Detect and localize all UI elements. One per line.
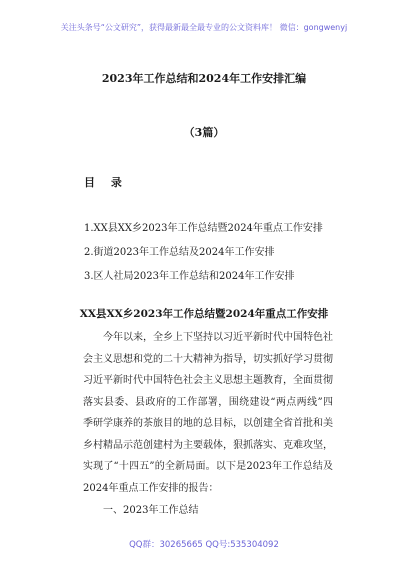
document-count: （3篇）: [183, 126, 225, 139]
toc-heading: 目 录: [84, 176, 128, 189]
sub-heading: 一、2023年工作总结: [103, 505, 199, 516]
footer-note: QQ群：30265665 QQ号:535304092: [129, 540, 279, 550]
toc-item-1: 1.XX县XX乡2023年工作总结暨2024年重点工作安排: [84, 223, 323, 234]
document-title: 2023年工作总结和2024年工作安排汇编: [101, 72, 307, 85]
toc-list: [84, 222, 384, 294]
section-title: XX县XX乡2023年工作总结暨2024年重点工作安排: [79, 308, 329, 320]
toc-item-2: 2.街道2023年工作总结及2024年工作安排: [84, 247, 275, 258]
toc-item-3: 3.区人社局2023年工作总结和2024年工作安排: [84, 271, 295, 282]
header-note: 关注头条号“公文研究”，获得最新最全最专业的公文资料库！ 微信：gongwenyj: [60, 23, 348, 32]
body-paragraph: 今年以来，全乡上下坚持以习近平新时代中国特色社会主义思想和党的二十大精神为指导，切实抓好学习贯彻习近平新时代中国特色社会主义思想主题教育，全面贯彻落实县委、县政府的工作部署，围绕建设“两点两线”四季研学康养的茶旅目的地的总目标，以创建全省首批和美乡村精品示范创建村为主要载体，狠抓落实、克难攻坚，实现了“十四五”的全新局面。以下是2023年工作总结及2024年重点工作安排的报告：: [83, 332, 333, 494]
